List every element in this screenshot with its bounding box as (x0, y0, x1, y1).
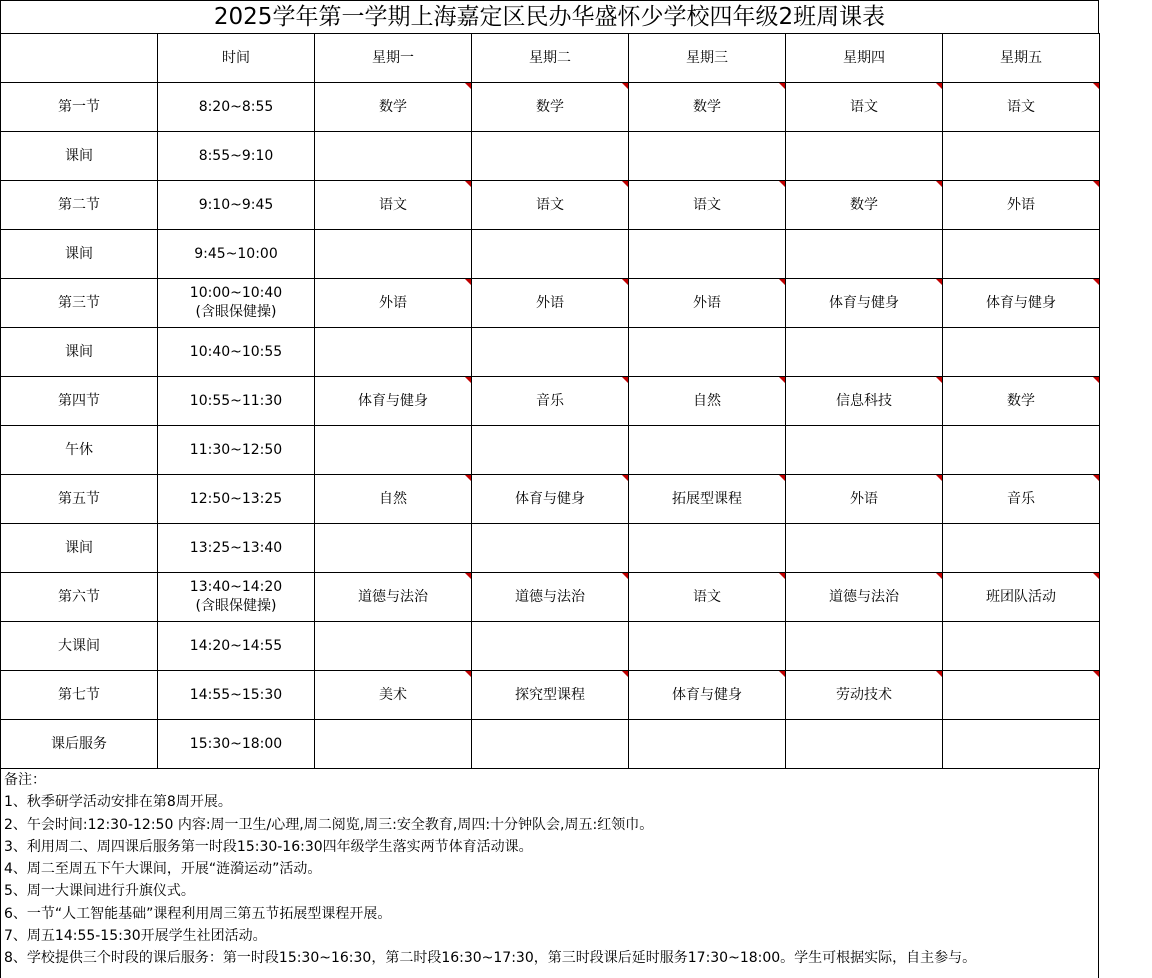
class-cell: 外语 (472, 279, 629, 328)
class-cell (786, 328, 943, 377)
class-cell (315, 230, 472, 279)
class-cell: 音乐 (943, 475, 1100, 524)
class-cell (943, 132, 1100, 181)
class-cell (472, 426, 629, 475)
class-cell: 数学 (786, 181, 943, 230)
class-cell (629, 328, 786, 377)
class-cell: 道德与法治 (786, 573, 943, 622)
class-cell (786, 524, 943, 573)
class-cell (629, 132, 786, 181)
period-row (1, 426, 1100, 475)
time-text: 13:25~13:40 (189, 539, 283, 556)
time-text: 8:20~8:55 (198, 98, 274, 115)
class-cell: 信息科技 (786, 377, 943, 426)
class-cell: 外语 (786, 475, 943, 524)
class-cell (472, 230, 629, 279)
class-cell: 语文 (629, 181, 786, 230)
period-label: 课间 (1, 524, 158, 573)
class-cell (472, 720, 629, 769)
class-cell (629, 426, 786, 475)
class-cell (629, 524, 786, 573)
time-cell (158, 524, 315, 573)
note-line: 1、秋季研学活动安排在第8周开展。 (4, 794, 232, 811)
period-row (1, 377, 1100, 426)
period-row (1, 671, 1100, 720)
time-cell (158, 279, 315, 328)
class-cell: 外语 (629, 279, 786, 328)
time-text: 11:30~12:50 (189, 441, 283, 458)
class-cell (943, 328, 1100, 377)
class-cell: 外语 (943, 181, 1100, 230)
period-row (1, 328, 1100, 377)
class-cell (629, 622, 786, 671)
class-cell: 自然 (629, 377, 786, 426)
note-line: 4、周二至周五下午大课间，开展“涟漪运动”活动。 (4, 861, 322, 878)
period-label: 课间 (1, 230, 158, 279)
period-label: 课间 (1, 328, 158, 377)
period-label: 第六节 (1, 573, 158, 622)
class-cell: 班团队活动 (943, 573, 1100, 622)
class-cell (786, 132, 943, 181)
class-cell (472, 328, 629, 377)
notes-heading: 备注： (4, 772, 46, 788)
column-header: 星期三 (629, 34, 786, 83)
class-cell: 语文 (629, 573, 786, 622)
header-row (1, 34, 1100, 83)
time-text: 13:40~14:20 (189, 579, 283, 595)
timetable-title: 2025学年第一学期上海嘉定区民办华盛怀少学校四年级2班周课表 (0, 0, 1099, 33)
period-label: 第五节 (1, 475, 158, 524)
class-cell (629, 720, 786, 769)
class-cell: 体育与健身 (629, 671, 786, 720)
note-line: 8、学校提供三个时段的课后服务：第一时段15:30~16:30，第二时段16:30~17:30，第三时段课后延时服务17:30~18:00。学生可根据实际，自主参与。 (4, 950, 977, 967)
period-row (1, 279, 1100, 328)
period-row (1, 230, 1100, 279)
class-cell: 语文 (315, 181, 472, 230)
class-cell: 体育与健身 (943, 279, 1100, 328)
class-cell: 劳动技术 (786, 671, 943, 720)
period-label: 课间 (1, 132, 158, 181)
class-cell (786, 720, 943, 769)
time-text: 12:50~13:25 (189, 490, 283, 507)
time-cell (158, 181, 315, 230)
time-text: 10:55~11:30 (189, 392, 283, 409)
time-text: 9:45~10:00 (194, 245, 278, 262)
period-label: 第四节 (1, 377, 158, 426)
period-row (1, 83, 1100, 132)
note-line: 7、周五14:55-15:30开展学生社团活动。 (4, 928, 267, 945)
column-header: 星期二 (472, 34, 629, 83)
period-label: 午休 (1, 426, 158, 475)
class-cell (786, 230, 943, 279)
class-cell (315, 132, 472, 181)
period-row (1, 720, 1100, 769)
class-cell (315, 622, 472, 671)
time-text: 14:55~15:30 (189, 686, 283, 703)
time-text: (含眼保健操) (195, 598, 277, 614)
class-cell (943, 230, 1100, 279)
period-row (1, 181, 1100, 230)
class-cell (315, 328, 472, 377)
class-cell (943, 524, 1100, 573)
time-text: 15:30~18:00 (189, 735, 283, 752)
period-row (1, 622, 1100, 671)
period-row (1, 475, 1100, 524)
class-cell: 语文 (472, 181, 629, 230)
period-label: 第三节 (1, 279, 158, 328)
class-cell (943, 426, 1100, 475)
class-cell: 数学 (629, 83, 786, 132)
class-cell (315, 524, 472, 573)
period-row (1, 132, 1100, 181)
time-text: (含眼保健操) (195, 304, 277, 320)
time-cell (158, 573, 315, 622)
class-cell: 自然 (315, 475, 472, 524)
class-cell: 数学 (472, 83, 629, 132)
note-line: 6、一节“人工智能基础”课程利用周三第五节拓展型课程开展。 (4, 905, 392, 922)
class-cell: 体育与健身 (472, 475, 629, 524)
note-line: 5、周一大课间进行升旗仪式。 (4, 883, 195, 900)
note-line: 2、午会时间:12:30-12:50 内容:周一卫生/心理,周二阅览,周三:安全教育,周四:十分钟队会,周五:红领巾。 (4, 816, 654, 833)
column-header: 星期四 (786, 34, 943, 83)
time-cell (158, 671, 315, 720)
schedule-table (0, 33, 1100, 769)
time-cell (158, 132, 315, 181)
notes-section (0, 768, 1099, 978)
period-label: 第二节 (1, 181, 158, 230)
period-label: 课后服务 (1, 720, 158, 769)
time-text: 8:55~9:10 (198, 147, 274, 164)
class-cell: 数学 (315, 83, 472, 132)
class-cell: 道德与法治 (315, 573, 472, 622)
column-header: 时间 (158, 34, 315, 83)
class-cell: 拓展型课程 (629, 475, 786, 524)
class-cell (943, 720, 1100, 769)
class-cell (943, 671, 1100, 720)
time-cell (158, 83, 315, 132)
class-cell: 体育与健身 (786, 279, 943, 328)
class-cell (472, 524, 629, 573)
class-cell: 外语 (315, 279, 472, 328)
class-cell (315, 426, 472, 475)
class-cell (786, 426, 943, 475)
time-text: 10:00~10:40 (189, 285, 283, 301)
time-cell (158, 230, 315, 279)
period-row (1, 573, 1100, 622)
column-header: 星期五 (943, 34, 1100, 83)
class-cell (943, 622, 1100, 671)
class-cell: 数学 (943, 377, 1100, 426)
class-cell: 语文 (786, 83, 943, 132)
class-cell (472, 132, 629, 181)
time-cell (158, 622, 315, 671)
time-cell (158, 426, 315, 475)
corner-cell (1, 34, 158, 83)
class-cell: 体育与健身 (315, 377, 472, 426)
time-text: 14:20~14:55 (189, 637, 283, 654)
note-line: 3、利用周二、周四课后服务第一时段15:30-16:30四年级学生落实两节体育活动课。 (4, 838, 533, 855)
period-row (1, 524, 1100, 573)
time-cell (158, 475, 315, 524)
period-label: 大课间 (1, 622, 158, 671)
class-cell (629, 230, 786, 279)
period-label: 第七节 (1, 671, 158, 720)
period-label: 第一节 (1, 83, 158, 132)
class-cell (472, 622, 629, 671)
time-cell (158, 377, 315, 426)
class-cell (315, 720, 472, 769)
time-cell (158, 328, 315, 377)
class-cell (786, 622, 943, 671)
column-header: 星期一 (315, 34, 472, 83)
class-cell: 道德与法治 (472, 573, 629, 622)
time-cell (158, 720, 315, 769)
class-cell: 音乐 (472, 377, 629, 426)
class-cell: 语文 (943, 83, 1100, 132)
time-text: 9:10~9:45 (198, 196, 274, 213)
class-cell: 美术 (315, 671, 472, 720)
class-cell: 探究型课程 (472, 671, 629, 720)
time-text: 10:40~10:55 (189, 343, 283, 360)
